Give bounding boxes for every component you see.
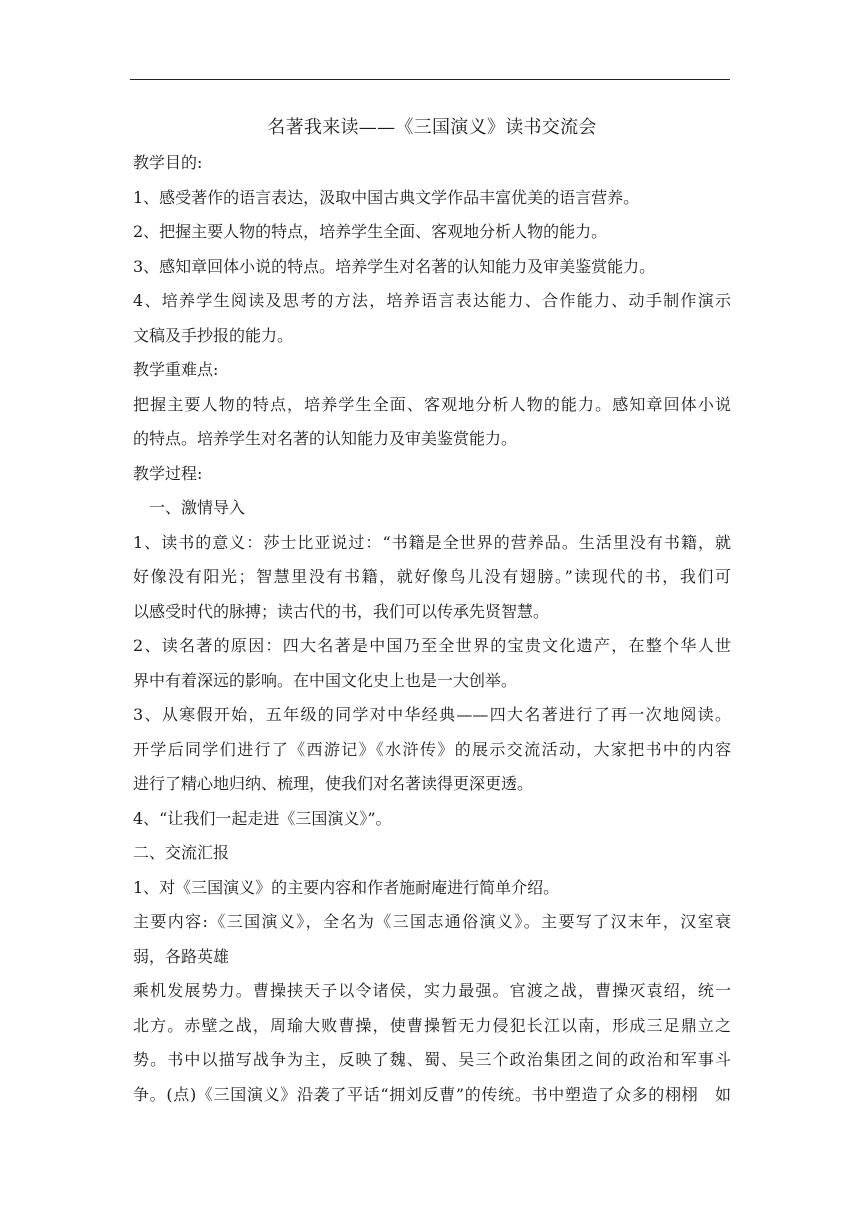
summary-line-2: 弱，各路英雄 <box>133 946 230 966</box>
summary-line-6: 争。(点)《三国演义》沿袭了平话“拥刘反曹”的传统。书中塑造了众多的栩栩 如 <box>133 1084 731 1104</box>
teaching-goals-heading: 教学目的: <box>133 153 203 172</box>
section-1-p2-line-2: 界中有着深远的影响。在中国文化史上也是一大创举。 <box>133 670 518 690</box>
section-1-p2-line-1: 2、读名著的原因：四大名著是中国乃至全世界的宝贵文化遗产，在整个华人世 <box>133 636 731 655</box>
summary-line-1: 主要内容:《三国演义》，全名为《三国志通俗演义》。主要写了汉末年，汉室衰 <box>133 912 731 931</box>
teaching-goal-4-line-1: 4、培养学生阅读及思考的方法，培养语言表达能力、合作能力、动手制作演示 <box>133 291 731 310</box>
section-1-p4: 4、“让我们一起走进《三国演义》”。 <box>133 808 392 828</box>
summary-line-3: 乘机发展势力。曹操挟天子以令诸侯，实力最强。官渡之战，曹操灭袁绍，统一 <box>133 981 731 1000</box>
summary-line-5: 势。书中以描写战争为主，反映了魏、蜀、吴三个政治集团之间的政治和军事斗 <box>133 1050 731 1069</box>
key-points-line-2: 的特点。培养学生对名著的认知能力及审美鉴赏能力。 <box>133 429 518 448</box>
section-1-p1-line-1: 1、读书的意义：莎士比亚说过：“书籍是全世界的营养品。生活里没有书籍，就 <box>133 532 731 552</box>
section-1-p3-line-2: 开学后同学们进行了《西游记》《水浒传》的展示交流活动，大家把书中的内容 <box>133 739 731 759</box>
key-points-heading: 教学重难点: <box>133 360 219 379</box>
section-2-heading: 二、交流汇报 <box>133 843 230 862</box>
section-1-p1-line-3: 以感受时代的脉搏；读古代的书，我们可以传承先贤智慧。 <box>133 601 550 621</box>
section-1-p3-line-3: 进行了精心地归纳、梳理，使我们对名著读得更深更透。 <box>133 774 534 793</box>
section-1-p3-line-1: 3、从寒假开始，五年级的同学对中华经典——四大名著进行了再一次地阅读。 <box>133 705 731 724</box>
section-1-p1-line-2: 好像没有阳光；智慧里没有书籍，就好像鸟儿没有翅膀。”读现代的书，我们可 <box>133 567 731 586</box>
header-rule <box>130 79 730 80</box>
summary-line-4: 北方。赤壁之战，周瑜大败曹操，使曹操暂无力侵犯长江以南，形成三足鼎立之 <box>133 1015 731 1035</box>
key-points-line-1: 把握主要人物的特点，培养学生全面、客观地分析人物的能力。感知章回体小说 <box>133 394 731 414</box>
section-2-p1: 1、对《三国演义》的主要内容和作者施耐庵进行简单介绍。 <box>133 877 560 897</box>
section-1-heading: 一、激情导入 <box>149 498 246 517</box>
teaching-goal-4-line-2: 文稿及手抄报的能力。 <box>133 325 294 345</box>
teaching-goal-1: 1、感受著作的语言表达，汲取中国古典文学作品丰富优美的语言营养。 <box>133 187 640 207</box>
teaching-goal-2: 2、把握主要人物的特点，培养学生全面、客观地分析人物的能力。 <box>133 222 608 241</box>
document-body <box>133 110 731 1112</box>
document-title: 名著我来读——《三国演义》读书交流会 <box>267 117 597 138</box>
process-heading: 教学过程: <box>133 463 203 483</box>
teaching-goal-3: 3、感知章回体小说的特点。培养学生对名著的认知能力及审美鉴赏能力。 <box>133 256 656 276</box>
